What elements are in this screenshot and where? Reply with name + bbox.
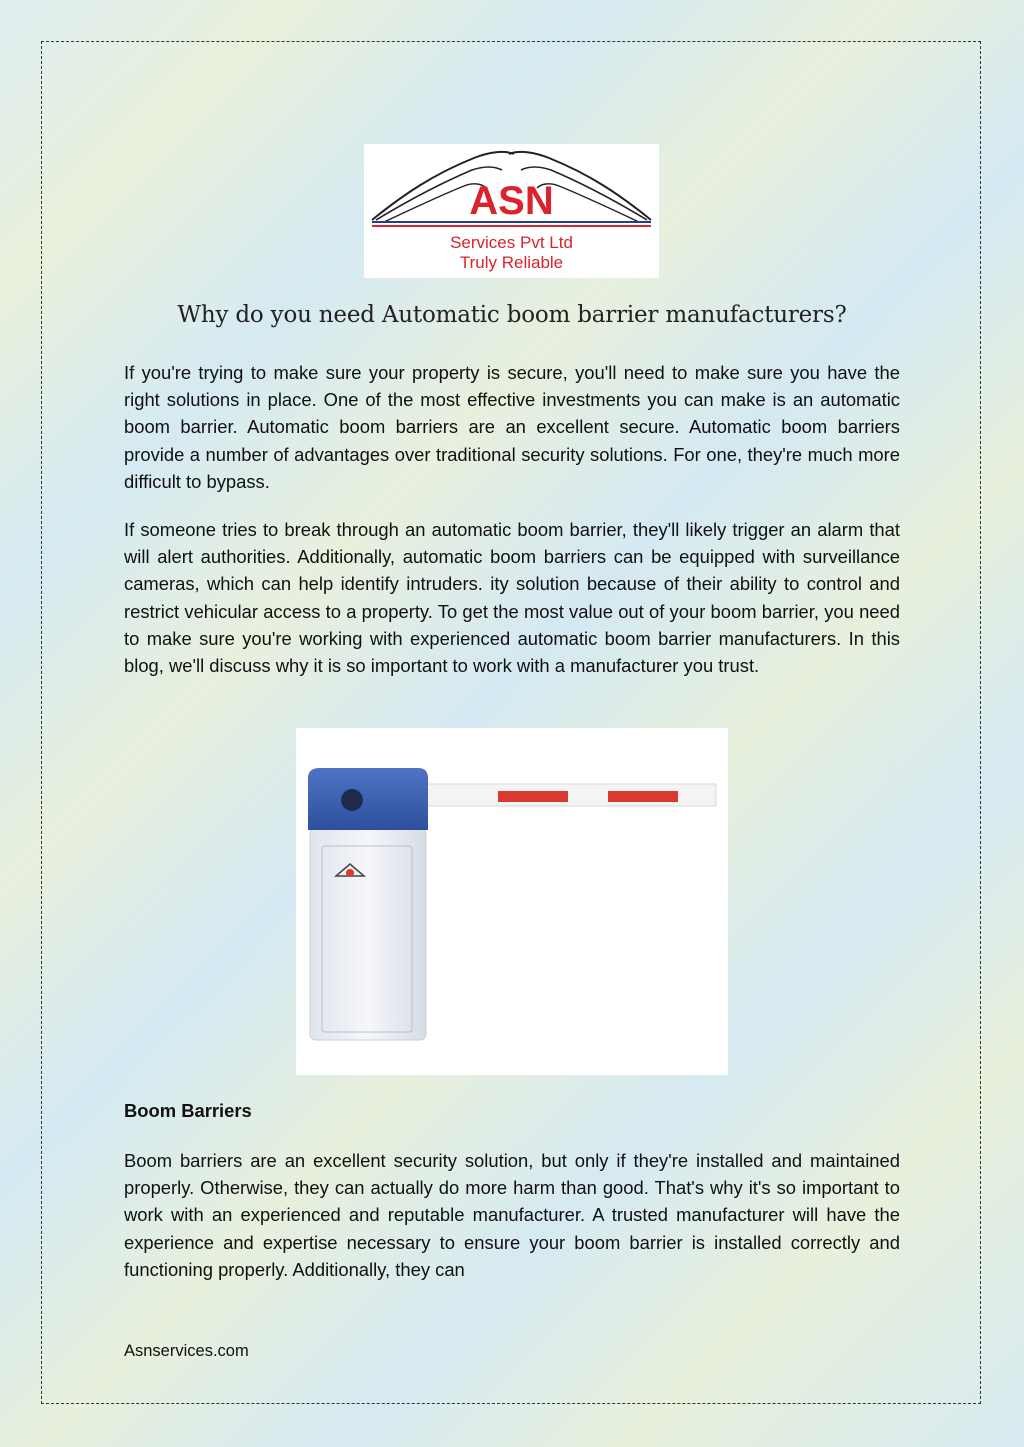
section-paragraph: Boom barriers are an excellent security solution, but only if they're installed and maintained properly. Otherwise, they can actually do more harm than good. That's why it's so important to work with an experienced and reputable manufacturer. A trusted manufacturer will have the experience and expertise necessary to ensure your boom barrier is installed correctly and functioning properly. Additionally, they can: [124, 1150, 900, 1280]
page-title: Why do you need Automatic boom barrier manufacturers?: [177, 302, 847, 328]
section-heading: Boom Barriers: [124, 1100, 252, 1121]
footer-website: Asnservices.com: [124, 1342, 249, 1360]
second-paragraph: If someone tries to break through an automatic boom barrier, they'll likely trigger an alarm that will alert authorities. Additionally, automatic boom barriers can be equipped with surveillance cameras, which can help identify intruders. ity solution because of their ability to control and restrict vehicular access to a property. To get the most value out of your boom barrier, you need to make sure you're working with experienced automatic boom barrier manufacturers. In this blog, we'll discuss why it is so important to work with a manufacturer you trust.: [124, 519, 900, 677]
boom-barrier-photo: [296, 728, 728, 1075]
logo-line1: Services Pvt Ltd: [450, 233, 573, 252]
logo-line2: Truly Reliable: [459, 253, 564, 272]
boom-barrier-illustration: [296, 728, 728, 1075]
intro-paragraph: If you're trying to make sure your property is secure, you'll need to make sure you have the right solutions in place. One of the most effective investments you can make is an automatic boom barrier. Automatic boom barriers are an excellent secure. Automatic boom barriers provide a number of advantages over traditional security solutions. For one, they're much more difficult to bypass.: [124, 362, 900, 492]
logo-graphic: [364, 144, 659, 278]
company-logo: [364, 144, 659, 278]
logo-brand-text: ASN: [469, 179, 554, 223]
